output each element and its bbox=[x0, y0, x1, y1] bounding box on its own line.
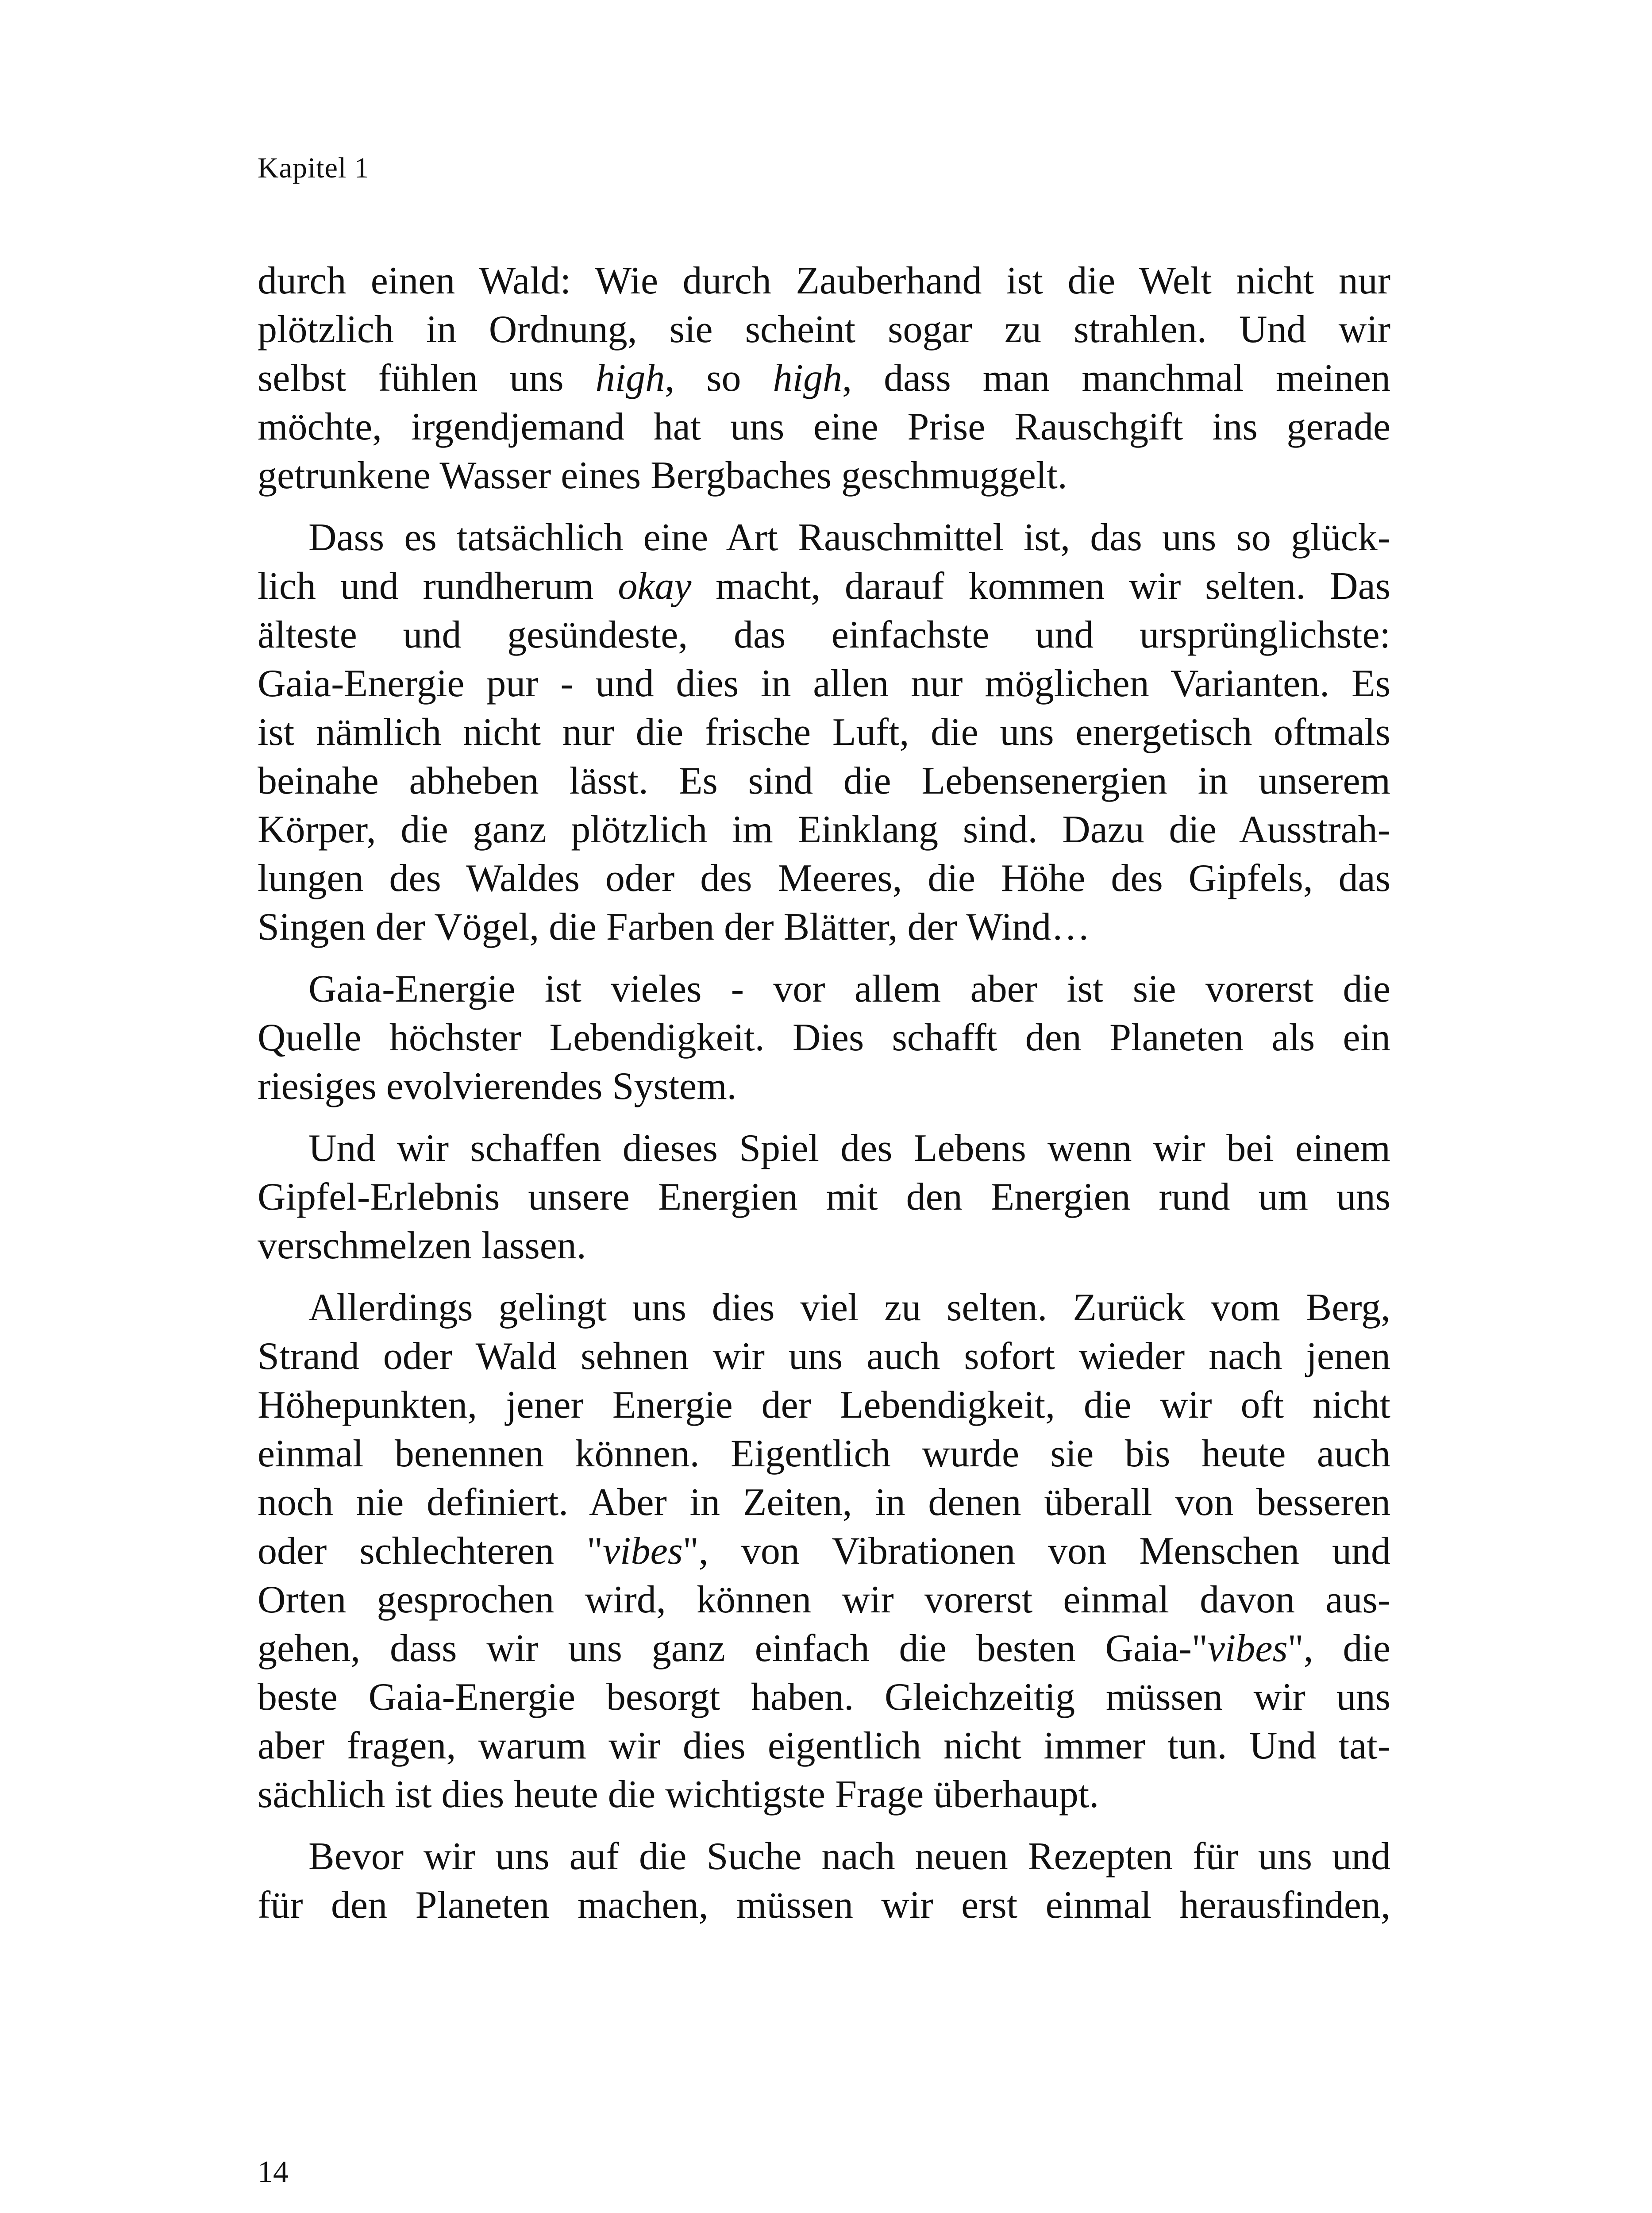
text-line bbox=[258, 708, 1390, 757]
text-line bbox=[258, 513, 1390, 562]
text-run: verschmelzen lassen. bbox=[258, 1224, 586, 1267]
text-line bbox=[258, 1881, 1390, 1930]
text-line bbox=[258, 1576, 1390, 1624]
page-number: 14 bbox=[258, 2155, 289, 2189]
text-line bbox=[258, 1770, 1390, 1819]
text-run: möchte, irgendjemand hat uns eine Prise Rauschgift ins gerade bbox=[258, 405, 1390, 448]
text-run: Bevor wir uns auf die Suche nach neuen Rezepten für uns und bbox=[308, 1835, 1390, 1878]
text-run: , so bbox=[665, 357, 773, 400]
text-line bbox=[258, 965, 1390, 1014]
text-run: Höhepunkten, jener Energie der Lebendigkeit, die wir oft nicht bbox=[258, 1384, 1390, 1426]
text-run: aber fragen, warum wir dies eigentlich nicht immer tun. Und tat- bbox=[258, 1724, 1390, 1767]
text-run: selbst fühlen uns bbox=[258, 357, 596, 400]
text-line bbox=[258, 1722, 1390, 1770]
paragraph bbox=[258, 257, 1390, 500]
text-run: sächlich ist dies heute die wichtigste Frage überhaupt. bbox=[258, 1773, 1099, 1816]
text-run: Dass es tatsächlich eine Art Rauschmittel ist, das uns so glück- bbox=[308, 516, 1390, 559]
text-line bbox=[258, 354, 1390, 403]
italic-text: vibes bbox=[603, 1530, 683, 1573]
text-line bbox=[258, 305, 1390, 354]
text-line bbox=[258, 1124, 1390, 1173]
text-run: , dass man manchmal meinen bbox=[842, 357, 1390, 400]
text-run: Körper, die ganz plötzlich im Einklang sind. Dazu die Ausstrah- bbox=[258, 808, 1390, 851]
text-run: lich und rundherum bbox=[258, 565, 618, 608]
text-line bbox=[258, 1430, 1390, 1478]
italic-text: high bbox=[595, 357, 665, 400]
body-text bbox=[258, 257, 1390, 1943]
text-run: einmal benennen können. Eigentlich wurde sie bis heute auch bbox=[258, 1432, 1390, 1475]
text-run: Gaia-Energie ist vieles - vor allem aber ist sie vorerst die bbox=[308, 968, 1390, 1010]
paragraph bbox=[258, 1832, 1390, 1930]
paragraph bbox=[258, 1284, 1390, 1819]
text-line bbox=[258, 1673, 1390, 1722]
text-run: Gaia-Energie pur - und dies in allen nur möglichen Varianten. Es bbox=[258, 662, 1390, 705]
text-line bbox=[258, 1832, 1390, 1881]
text-line bbox=[258, 659, 1390, 708]
text-run: getrunkene Wasser eines Bergbaches geschmuggelt. bbox=[258, 454, 1067, 497]
text-line bbox=[258, 1062, 1390, 1111]
text-run: Orten gesprochen wird, können wir vorerst einmal davon aus- bbox=[258, 1578, 1390, 1621]
text-run: für den Planeten machen, müssen wir erst einmal herausfinden, bbox=[258, 1884, 1390, 1927]
text-line bbox=[258, 1478, 1390, 1527]
text-line bbox=[258, 1173, 1390, 1222]
text-run: gehen, dass wir uns ganz einfach die besten Gaia-" bbox=[258, 1627, 1208, 1670]
italic-text: high bbox=[773, 357, 843, 400]
italic-text: vibes bbox=[1207, 1627, 1288, 1670]
text-line bbox=[258, 854, 1390, 903]
text-run: noch nie definiert. Aber in Zeiten, in denen überall von besseren bbox=[258, 1481, 1390, 1524]
text-line bbox=[258, 257, 1390, 305]
text-run: ", die bbox=[1287, 1627, 1390, 1670]
text-line bbox=[258, 806, 1390, 854]
text-run: Allerdings gelingt uns dies viel zu selten. Zurück vom Berg, bbox=[308, 1286, 1390, 1329]
running-head: Kapitel 1 bbox=[258, 152, 370, 184]
text-line bbox=[258, 562, 1390, 611]
paragraph bbox=[258, 1124, 1390, 1270]
text-run: plötzlich in Ordnung, sie scheint sogar zu strahlen. Und wir bbox=[258, 308, 1390, 351]
text-run: Und wir schaffen dieses Spiel des Lebens wenn wir bei einem bbox=[308, 1127, 1390, 1170]
text-line bbox=[258, 903, 1390, 952]
text-line bbox=[258, 611, 1390, 659]
text-line bbox=[258, 1381, 1390, 1430]
text-run: durch einen Wald: Wie durch Zauberhand ist die Welt nicht nur bbox=[258, 259, 1390, 302]
text-line bbox=[258, 1332, 1390, 1381]
text-run: Quelle höchster Lebendigkeit. Dies schafft den Planeten als ein bbox=[258, 1016, 1390, 1059]
text-run: beste Gaia-Energie besorgt haben. Gleichzeitig müssen wir uns bbox=[258, 1676, 1390, 1719]
text-line bbox=[258, 757, 1390, 806]
text-run: oder schlechteren " bbox=[258, 1530, 603, 1573]
text-run: riesiges evolvierendes System. bbox=[258, 1065, 737, 1108]
italic-text: okay bbox=[618, 565, 692, 608]
text-run: ", von Vibrationen von Menschen und bbox=[682, 1530, 1390, 1573]
text-run: Singen der Vögel, die Farben der Blätter, der Wind… bbox=[258, 906, 1090, 948]
text-line bbox=[258, 1222, 1390, 1270]
text-line bbox=[258, 451, 1390, 500]
text-line bbox=[258, 1624, 1390, 1673]
text-line bbox=[258, 1284, 1390, 1332]
paragraph bbox=[258, 513, 1390, 952]
text-line bbox=[258, 403, 1390, 451]
text-line bbox=[258, 1014, 1390, 1062]
text-run: beinahe abheben lässt. Es sind die Lebensenergien in unserem bbox=[258, 760, 1390, 802]
text-run: Gipfel-Erlebnis unsere Energien mit den Energien rund um uns bbox=[258, 1176, 1390, 1218]
text-run: ist nämlich nicht nur die frische Luft, die uns energetisch oftmals bbox=[258, 711, 1390, 754]
text-run: macht, darauf kommen wir selten. Das bbox=[691, 565, 1391, 608]
text-run: lungen des Waldes oder des Meeres, die Höhe des Gipfels, das bbox=[258, 857, 1390, 900]
paragraph bbox=[258, 965, 1390, 1111]
text-run: Strand oder Wald sehnen wir uns auch sofort wieder nach jenen bbox=[258, 1335, 1390, 1378]
text-line bbox=[258, 1527, 1390, 1576]
text-run: älteste und gesündeste, das einfachste und ursprünglichste: bbox=[258, 613, 1390, 656]
